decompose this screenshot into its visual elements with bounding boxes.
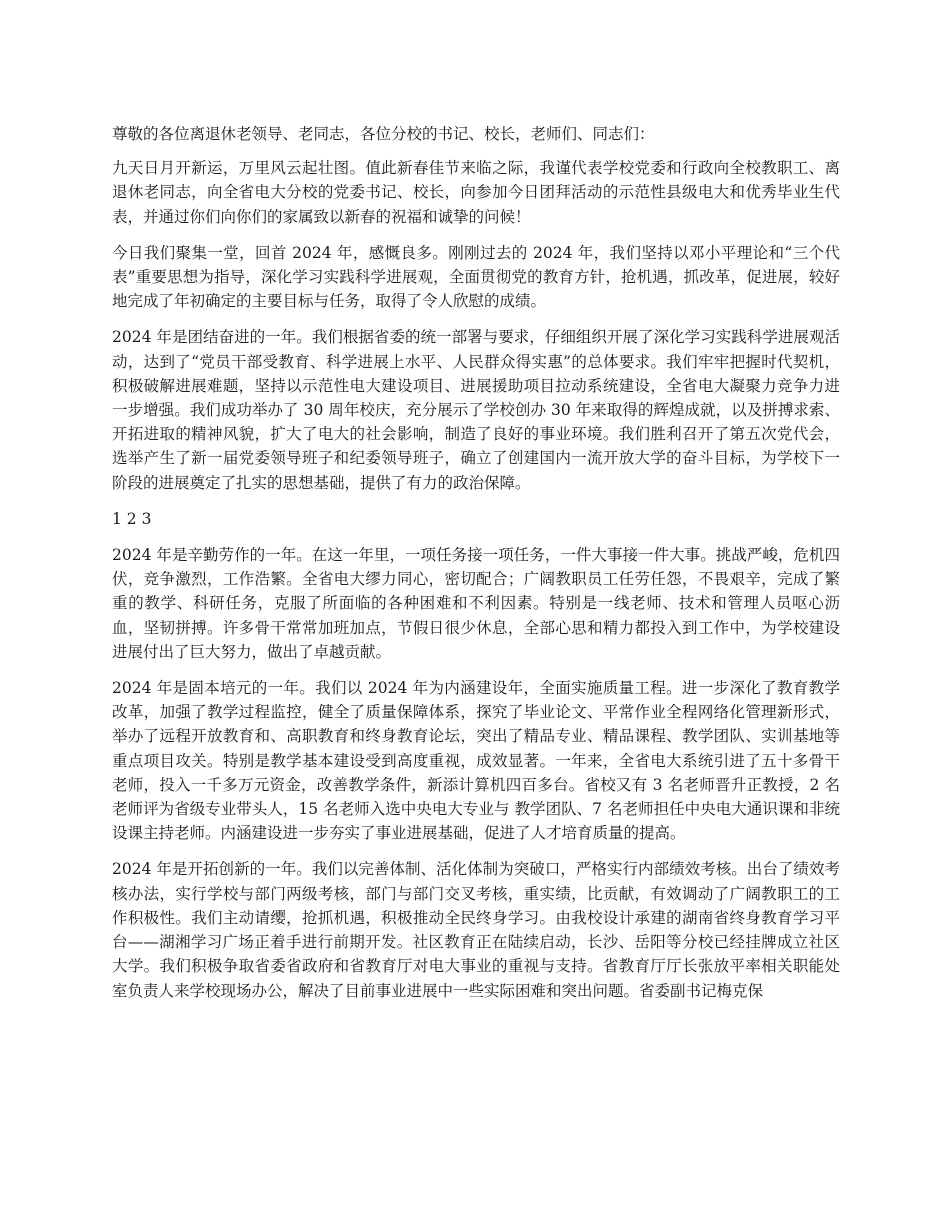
greeting-line: 尊敬的各位离退休老领导、老同志，各位分校的书记、校长，老师们、同志们：: [112, 125, 655, 143]
page-numbers: 1 2 3: [112, 509, 152, 528]
paragraph-foundation: 2024 年是固本培元的一年。我们以 2024 年为内涵建设年，全面实施质量工程。进一步深化了教育教学改革，加强了教学过程监控，健全了质量保障体系，探究了毕业论文、平常作业全程网络化管理新形式，举办了远程开放教育和、高职教育和终身教育论坛，突出了精品专业、精品课程、教学团队、实训基地等重点项目攻关。特别是教学基本建设受到高度重视，成效显著。一年来，全省电大系统引进了五十多骨干老师，投入一千多万元资金，改善教学条件，新添计算机四百多台。省校又有 3 名老师晋升正教授，2 名老师评为省级专业带头人，15 名老师入选中央电大专业与 教学团队、7 名老师担任中央电大通识课和非统设课主持老师。内涵建设进一步夯实了事业进展基础，促进了人才培育质量的提高。: [112, 679, 840, 843]
paragraph-hard-work: 2024 年是辛勤劳作的一年。在这一年里，一项任务接一项任务，一件大事接一件大事。挑战严峻，危机四伏，竞争激烈，工作浩繁。全省电大缪力同心，密切配合；广阔教职员工任劳任怨，不畏艰辛，完成了繁重的教学、科研任务，克服了所面临的各种困难和不利因素。特别是一线老师、技术和管理人员呕心沥血，坚韧拼搏。许多骨干常常加班加点，节假日很少休息，全部心思和精力都投入到工作中，为学校建设进展付出了巨大努力，做出了卓越贡献。: [112, 546, 840, 661]
paragraph-innovation: 2024 年是开拓创新的一年。我们以完善体制、活化体制为突破口，严格实行内部绩效考核。出台了绩效考核办法，实行学校与部门两级考核，部门与部门交叉考核，重实绩，比贡献，有效调动了广阔教职工的工作积极性。我们主动请缨，抢抓机遇，积极推动全民终身学习。由我校设计承建的湖南省终身教育学习平台——湖湘学习广场正着手进行前期开发。社区教育正在陆续启动，长沙、岳阳等分校已经挂牌成立社区大学。我们积极争取省委省政府和省教育厅对电大事业的重视与支持。省教育厅厅长张放平率相关职能处室负责人来学校现场办公，解决了目前事业进展中一些实际困难和突出问题。省委副书记梅克保: [112, 860, 840, 1000]
document-page: [112, 122, 840, 1015]
paragraph-review-2024: 今日我们聚集一堂，回首 2024 年，感慨良多。刚刚过去的 2024 年，我们坚持以邓小平理论和“三个代表”重要思想为指导，深化学习实践科学进展观，全面贯彻党的教育方针，抢机遇，抓改革，促进展，较好地完成了年初确定的主要目标与任务，取得了令人欣慰的成绩。: [112, 243, 840, 311]
paragraph-unity-progress: 2024 年是团结奋进的一年。我们根据省委的统一部署与要求，仔细组织开展了深化学习实践科学进展观活动，达到了“党员干部受教育、科学进展上水平、人民群众得实惠”的总体要求。我们牢牢把握时代契机，积极破解进展难题，坚持以示范性电大建设项目、进展援助项目拉动系统建设，全省电大凝聚力竞争力进一步增强。我们成功举办了 30 周年校庆，充分展示了学校创办 30 年来取得的辉煌成就，以及拼搏求索、开拓进取的精神风貌，扩大了电大的社会影响，制造了良好的事业环境。我们胜利召开了第五次党代会，选举产生了新一届党委领导班子和纪委领导班子，确立了创建国内一流开放大学的奋斗目标，为学校下一阶段的进展奠定了扎实的思想基础，提供了有力的政治保障。: [112, 328, 840, 492]
paragraph-new-year-wishes: 九天日月开新运，万里风云起壮图。值此新春佳节来临之际，我谨代表学校党委和行政向全校教职工、离退休老同志，向全省电大分校的党委书记、校长，向参加今日团拜活动的示范性县级电大和优秀毕业生代表，并通过你们向你们的家属致以新春的祝福和诚挚的问候！: [112, 159, 840, 226]
